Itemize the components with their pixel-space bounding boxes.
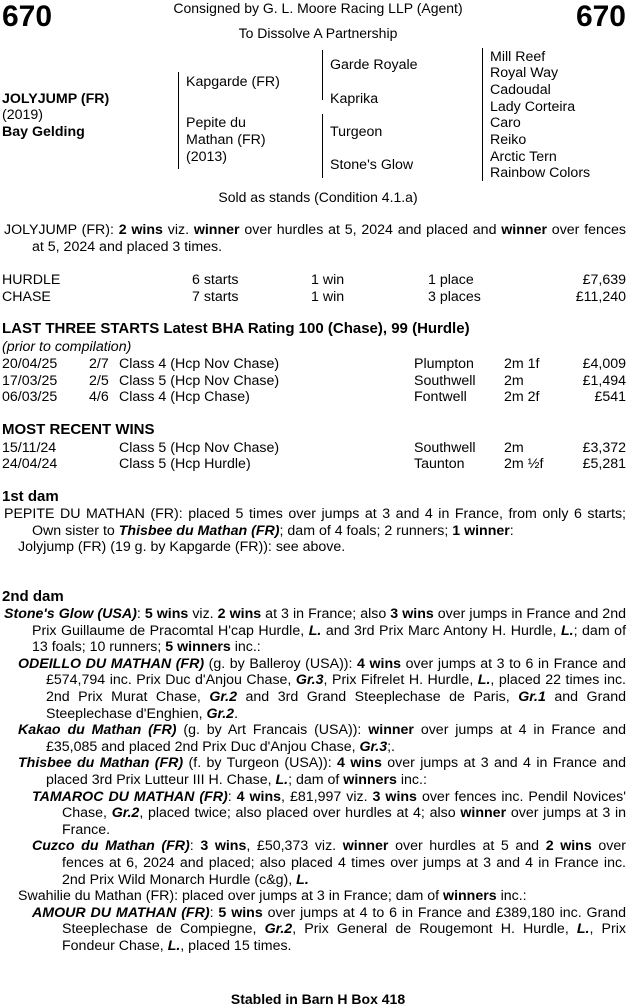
pedigree-divider-2b bbox=[322, 114, 323, 178]
second-dam-title: 2nd dam bbox=[2, 588, 64, 605]
ancestor-8: Rainbow Colors bbox=[490, 165, 591, 181]
horse-year: (2019) bbox=[2, 107, 44, 123]
ancestor-3: Cadoudal bbox=[490, 82, 551, 98]
lot-number-left: 670 bbox=[2, 0, 53, 33]
pedigree-divider-1 bbox=[178, 72, 179, 169]
pedigree-divider-3 bbox=[482, 48, 483, 181]
consignor: Consigned by G. L. Moore Racing LLP (Agent) bbox=[173, 0, 463, 16]
ancestor-1: Mill Reef bbox=[490, 49, 546, 65]
first-dam-title: 1st dam bbox=[2, 488, 59, 505]
record-chase: CHASE 7 starts 1 win 3 places £11,240 bbox=[2, 289, 626, 305]
sire-name: Kapgarde (FR) bbox=[186, 74, 280, 90]
recent-win-row: 15/11/24 Class 5 (Hcp Nov Chase) Southwell 2m £3,372 bbox=[2, 440, 626, 456]
dam-sire: Turgeon bbox=[330, 124, 383, 140]
last-start-row: 20/04/25 2/7 Class 4 (Hcp Nov Chase) Plumpton 2m 1f £4,009 bbox=[2, 356, 626, 372]
ancestor-4: Lady Corteira bbox=[490, 99, 576, 115]
ancestor-6: Reiko bbox=[490, 132, 527, 148]
dam-name-line1: Pepite du bbox=[186, 115, 246, 131]
dam-name-line2: Mathan (FR) bbox=[186, 132, 266, 148]
record-hurdle: HURDLE 6 starts 1 win 1 place £7,639 bbox=[2, 272, 626, 288]
last-three-title: LAST THREE STARTS Latest BHA Rating 100 (Chase), 99 (Hurdle) bbox=[2, 320, 470, 337]
sale-condition: Sold as stands (Condition 4.1.a) bbox=[218, 189, 418, 205]
pedigree-divider-2a bbox=[322, 50, 323, 100]
ancestor-7: Arctic Tern bbox=[490, 149, 557, 165]
sire-dam: Kaprika bbox=[330, 91, 379, 107]
recent-win-row: 24/04/24 Class 5 (Hcp Hurdle) Taunton 2m ½f £5,281 bbox=[2, 456, 626, 472]
dam-year: (2013) bbox=[186, 149, 228, 165]
last-start-row: 06/03/25 4/6 Class 4 (Hcp Chase) Fontwell 2m 2f £541 bbox=[2, 389, 626, 405]
sale-purpose: To Dissolve A Partnership bbox=[238, 25, 398, 41]
dam-dam: Stone's Glow bbox=[330, 157, 414, 173]
last-start-row: 17/03/25 2/5 Class 5 (Hcp Nov Chase) Southwell 2m £1,494 bbox=[2, 373, 626, 389]
first-dam-text: PEPITE DU MATHAN (FR): placed 5 times over jumps at 3 and 4 in France, from only 6 starts; Own sister to Thisbee du Mathan (FR); dam of 4 foals; 2 runners; 1 winner: Jolyjump (FR) (19 g. by Kapgarde (FR)): see above. bbox=[4, 506, 626, 556]
race-summary: JOLYJUMP (FR): 2 wins viz. winner over hurdles at 5, 2024 and placed and winner over fences at 5, 2024 and placed 3 times. bbox=[4, 222, 626, 255]
second-dam-text: Stone's Glow (USA): 5 wins viz. 2 wins at 3 in France; also 3 wins over jumps in France and 2nd Prix Guillaume de Pracomtal H'cap Hurdle, L. and 3rd Prix Marc Antony H. Hurdle, L.; dam of 13 foals; 10 runners; 5 winners inc.: ODEILLO DU MATHAN (FR) (g. by Balleroy (USA)): 4 wins over jumps at 3 to 6 in France and £574,794 inc. Prix Duc d'Anjou Chase, Gr.3, Prix Fifrelet H. Hurdle, L., placed 22 times inc. 2nd Prix Murat Chase, Gr.2 and 3rd Grand Steeplechase de Paris, Gr.1 and Grand Steeplechase d'Enghien, Gr.2. Kakao du Mathan (FR) (g. by Art Francais (USA)): winner over jumps at 4 in France and £35,085 and placed 2nd Prix Duc d'Anjou Chase, Gr.3;. Thisbee du Mathan (FR) (f. by Turgeon (USA)): 4 wins over jumps at 3 and 4 in France and placed 3rd Prix Lutteur III H. Chase, L.; dam of winners inc.: TAMAROC DU MATHAN (FR): 4 wins, £81,997 viz. 3 wins over fences inc. Pendil Novices' Chase, Gr.2, placed twice; also placed over hurdles at 4; also winner over jumps at 3 in France. Cuzco du Mathan (FR): 3 wins, £50,373 viz. winner over hurdles at 5 and 2 wins over fences at 6, 2024 and placed; also placed 4 times over jumps at 3 and 4 in France inc. 2nd Prix Wild Monarch Hurdle (c&g), L. Swahilie du Mathan (FR): placed over jumps at 3 in France; dam of winners inc.: AMOUR DU MATHAN (FR): 5 wins over jumps at 4 to 6 in France and £389,180 inc. Grand Steeplechase de Compiegne, Gr.2, Prix General de Rougemont H. Hurdle, L., Prix Fondeur Chase, L., placed 15 times. bbox=[4, 606, 627, 954]
sire-sire: Garde Royale bbox=[330, 57, 418, 73]
ancestor-5: Caro bbox=[490, 115, 521, 131]
last-three-note: (prior to compilation) bbox=[2, 339, 132, 355]
lot-number-right: 670 bbox=[575, 0, 626, 33]
ancestor-2: Royal Way bbox=[490, 65, 559, 81]
horse-sex-color: Bay Gelding bbox=[2, 124, 85, 140]
horse-name: JOLYJUMP (FR) bbox=[2, 91, 110, 107]
recent-wins-title: MOST RECENT WINS bbox=[2, 421, 155, 438]
stabling-info: Stabled in Barn H Box 418 bbox=[230, 991, 406, 1007]
